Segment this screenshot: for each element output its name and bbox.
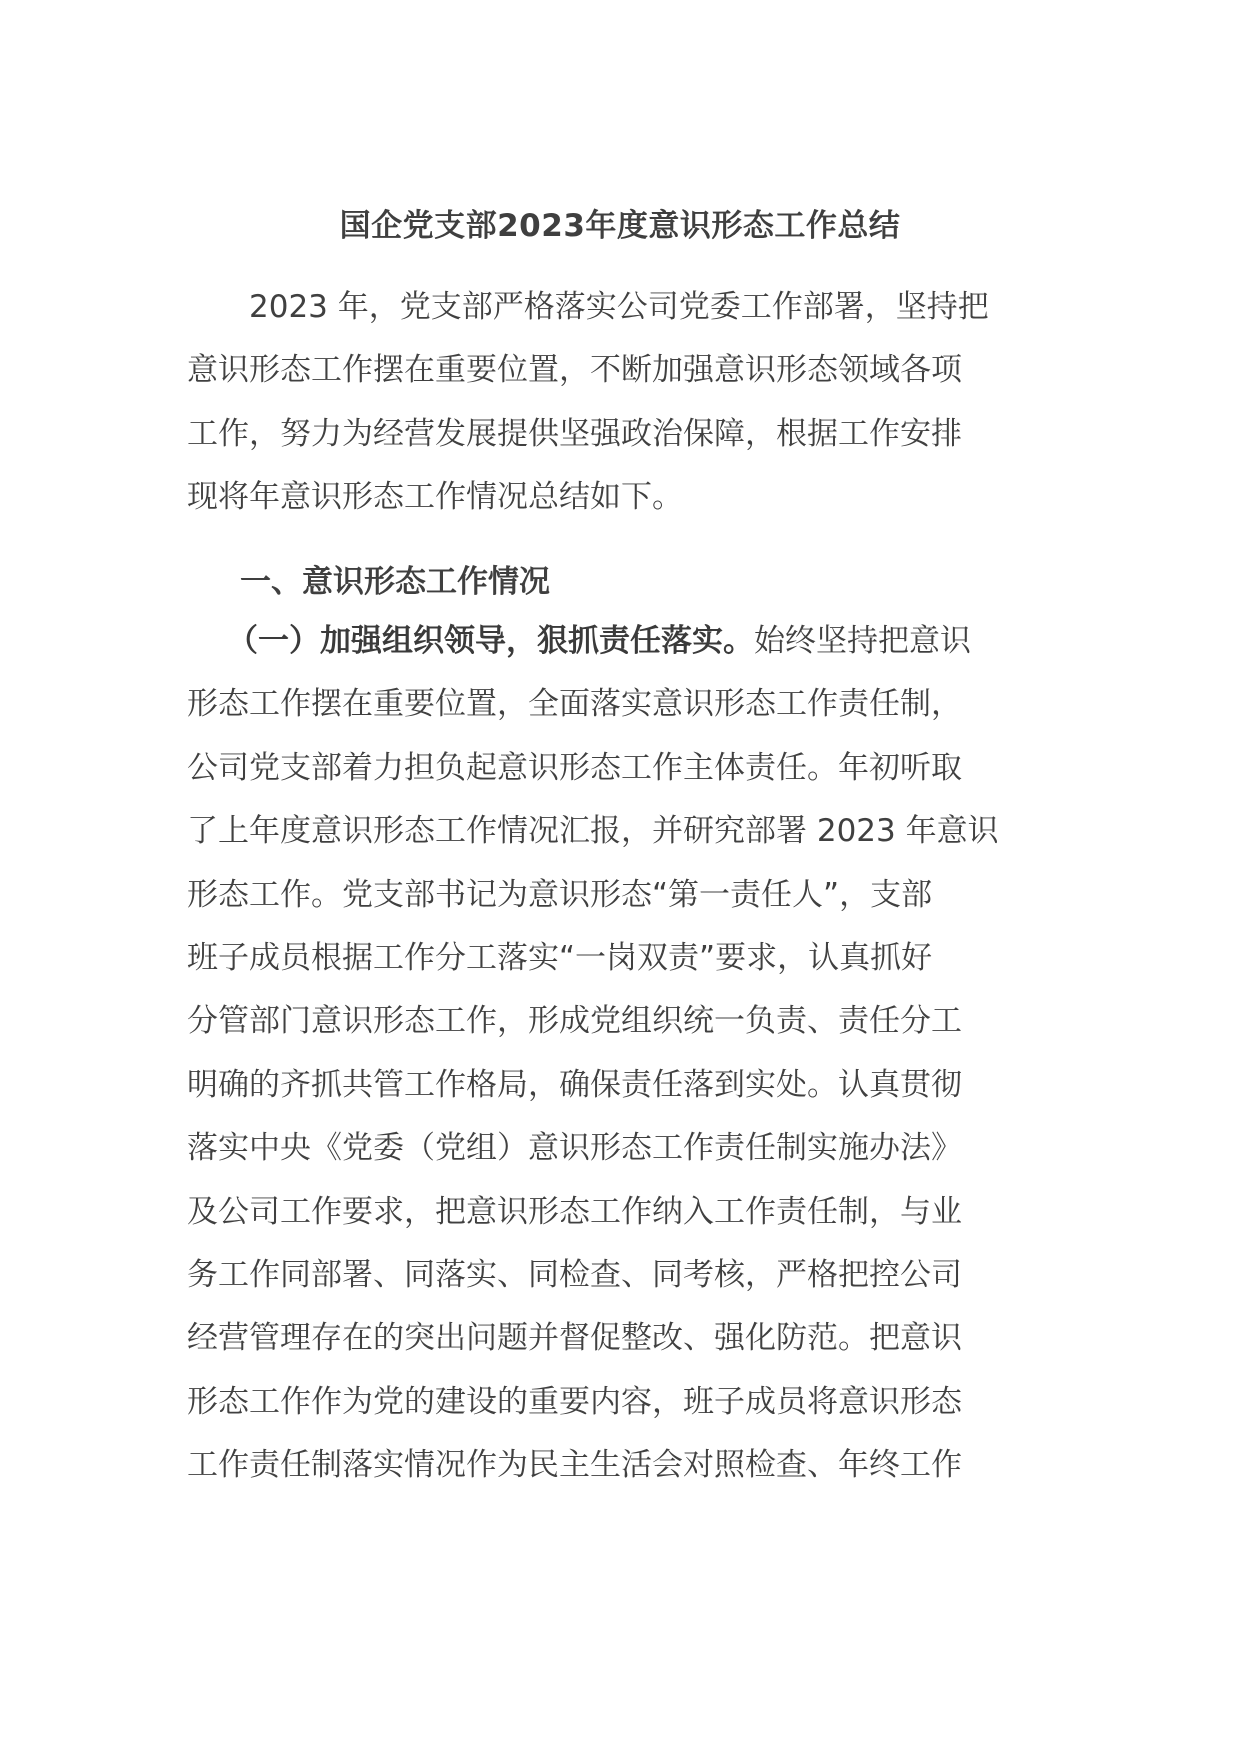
- subsection-1-first-line-text: 始终坚持把意识: [754, 623, 971, 659]
- paragraph-line: 形态工作摆在重要位置，全面落实意识形态工作责任制，: [187, 686, 962, 723]
- subsection-first-line: [187, 610, 1053, 673]
- intro-line: 意识形态工作摆在重要位置，不断加强意识形态领域各项: [187, 352, 962, 389]
- paragraph-line: 工作责任制落实情况作为民主生活会对照检查、年终工作: [187, 1447, 962, 1484]
- paragraph-line: 及公司工作要求，把意识形态工作纳入工作责任制，与业: [187, 1193, 962, 1230]
- intro-line: 工作，努力为经营发展提供坚强政治保障，根据工作安排: [187, 415, 962, 452]
- paragraph-line: 形态工作作为党的建设的重要内容，班子成员将意识形态: [187, 1383, 962, 1420]
- paragraph-line: 经营管理存在的突出问题并督促整改、强化防范。把意识: [187, 1320, 962, 1357]
- paragraph-line: 分管部门意识形态工作，形成党组织统一负责、责任分工: [187, 1003, 962, 1040]
- paragraph-line: 明确的齐抓共管工作格局，确保责任落到实处。认真贯彻: [187, 1066, 962, 1103]
- paragraph-line: 落实中央《党委（党组）意识形态工作责任制实施办法》: [187, 1130, 962, 1167]
- document-title: 国企党支部2023年度意识形态工作总结: [339, 208, 901, 244]
- paragraph-line: 班子成员根据工作分工落实“一岗双责”要求，认真抓好: [187, 939, 933, 976]
- paragraph-line: 务工作同部署、同落实、同检查、同考核，严格把控公司: [187, 1256, 962, 1293]
- section-heading-1: 一、意识形态工作情况: [240, 564, 550, 600]
- intro-line: 现将年意识形态工作情况总结如下。: [187, 479, 683, 516]
- subsection-1-paragraph: [187, 610, 1053, 1497]
- intro-line: 2023 年，党支部严格落实公司党委工作部署，坚持把: [187, 289, 989, 325]
- paragraph-line: 了上年度意识形态工作情况汇报，并研究部署 2023 年意识: [187, 813, 999, 850]
- intro-paragraph: [187, 276, 1053, 530]
- subsection-1-heading: （一）加强组织领导，狠抓责任落实。: [227, 623, 754, 659]
- paragraph-line: 形态工作。党支部书记为意识形态“第一责任人”，支部: [187, 876, 933, 913]
- paragraph-line: 公司党支部着力担负起意识形态工作主体责任。年初听取: [187, 749, 962, 786]
